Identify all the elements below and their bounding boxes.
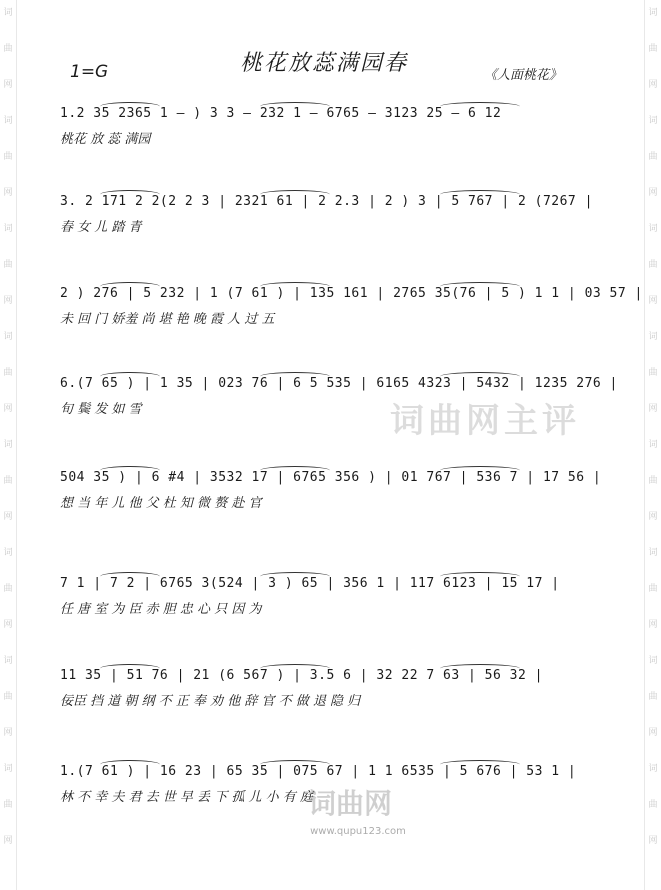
jianpu-notes: 7 1 | 7 2 | 6765 3(524 | 3 ) 65 | 356 1 | 117 6123 | 15 17 | xyxy=(60,576,560,591)
song-title: 桃花放蕊满园春 xyxy=(240,51,409,76)
side-mark: 曲 xyxy=(648,152,658,162)
side-mark: 词 xyxy=(648,548,658,558)
lyrics-row: 旬 鬓 发 如 雪 xyxy=(60,402,142,417)
score-line xyxy=(60,372,620,420)
side-mark: 曲 xyxy=(3,368,13,378)
slur-mark xyxy=(440,372,520,381)
side-mark: 词 xyxy=(648,332,658,342)
slur-mark xyxy=(100,282,160,291)
side-mark: 网 xyxy=(648,836,658,846)
watermark-logo: 词曲网 xyxy=(307,787,392,820)
slur-mark xyxy=(100,664,160,673)
lyrics-row: 未 回 门 娇羞 尚 堪 艳 晚 霞 人 过 五 xyxy=(60,312,275,327)
score-line xyxy=(60,664,620,712)
lyrics-row: 想 当 年 儿 他 父 杜 知 微 赘 赴 官 xyxy=(60,496,262,511)
slur-mark xyxy=(100,372,160,381)
song-source: 《人面桃花》 xyxy=(484,68,563,83)
jianpu-notes: 3. 2 171 2 2(2 2 3 | 2321 61 | 2 2.3 | 2 ) 3 | 5 767 | 2 (7267 | xyxy=(60,194,593,209)
side-mark: 曲 xyxy=(648,584,658,594)
key-signature: 1=G xyxy=(70,62,109,82)
side-mark: 网 xyxy=(648,80,658,90)
slur-mark xyxy=(440,102,520,111)
slur-mark xyxy=(440,572,520,581)
side-mark: 词 xyxy=(648,224,658,234)
lyrics-row: 佞臣 挡 道 朝 纲 不 正 奉 劝 他 辞 官 不 做 退 隐 归 xyxy=(60,694,361,709)
lyrics-row: 任 唐 室 为 臣 赤 胆 忠 心 只 因 为 xyxy=(60,602,262,617)
jianpu-notes: 504 35 ) | 6 #4 | 3532 17 | 6765 356 ) | 01 767 | 536 7 | 17 56 | xyxy=(60,470,602,485)
score-line xyxy=(60,102,620,150)
side-mark: 词 xyxy=(3,440,13,450)
lyrics-row: 桃花 放 蕊 满园 xyxy=(60,132,151,147)
slur-mark xyxy=(260,466,330,475)
score-line xyxy=(60,760,620,808)
slur-mark xyxy=(100,466,160,475)
side-mark: 网 xyxy=(648,404,658,414)
side-mark: 网 xyxy=(3,728,13,738)
notation-row xyxy=(60,760,620,786)
slur-mark xyxy=(260,190,330,199)
side-mark: 词 xyxy=(3,764,13,774)
notation-row xyxy=(60,572,620,598)
slur-mark xyxy=(100,190,160,199)
side-mark: 网 xyxy=(648,512,658,522)
side-mark: 网 xyxy=(648,728,658,738)
slur-mark xyxy=(440,190,520,199)
side-mark: 词 xyxy=(3,656,13,666)
side-mark: 曲 xyxy=(3,152,13,162)
left-watermark-strip xyxy=(0,0,17,890)
score-line xyxy=(60,190,620,238)
slur-mark xyxy=(440,664,520,673)
slur-mark xyxy=(100,572,160,581)
side-mark: 网 xyxy=(3,296,13,306)
side-mark: 网 xyxy=(3,512,13,522)
watermark-seal: 词曲网主评 xyxy=(390,401,580,441)
notation-row xyxy=(60,372,620,398)
right-watermark-strip xyxy=(644,0,661,890)
score-line xyxy=(60,572,620,620)
side-mark: 词 xyxy=(648,764,658,774)
side-mark: 曲 xyxy=(648,368,658,378)
side-mark: 词 xyxy=(648,656,658,666)
jianpu-notes: 11 35 | 51 76 | 21 (6 567 ) | 3.5 6 | 32 22 7 63 | 56 32 | xyxy=(60,668,543,683)
side-mark: 词 xyxy=(648,8,658,18)
watermark-url: www.qupu123.com xyxy=(310,826,406,837)
side-mark: 词 xyxy=(3,548,13,558)
side-mark: 词 xyxy=(3,224,13,234)
slur-mark xyxy=(440,282,520,291)
slur-mark xyxy=(100,760,160,769)
slur-mark xyxy=(440,760,520,769)
side-mark: 曲 xyxy=(3,260,13,270)
jianpu-notes: 1.(7 61 ) | 16 23 | 65 35 | 075 67 | 1 1 6535 | 5 676 | 53 1 | xyxy=(60,764,577,779)
side-mark: 曲 xyxy=(648,44,658,54)
side-mark: 词 xyxy=(3,8,13,18)
side-mark: 曲 xyxy=(3,692,13,702)
side-mark: 网 xyxy=(648,188,658,198)
slur-mark xyxy=(260,372,330,381)
score-line xyxy=(60,282,643,330)
notation-row xyxy=(60,466,620,492)
side-mark: 曲 xyxy=(648,692,658,702)
side-mark: 曲 xyxy=(3,800,13,810)
side-mark: 曲 xyxy=(648,476,658,486)
side-mark: 词 xyxy=(3,332,13,342)
side-mark: 网 xyxy=(3,836,13,846)
notation-row xyxy=(60,664,620,690)
side-mark: 网 xyxy=(3,404,13,414)
side-mark: 曲 xyxy=(3,476,13,486)
jianpu-notes: 1.2 35 2365 1 — ) 3 3 — 232 1 — 6765 — 3123 25 — 6 12 xyxy=(60,106,502,121)
slur-mark xyxy=(260,760,330,769)
side-mark: 网 xyxy=(648,620,658,630)
side-mark: 词 xyxy=(3,116,13,126)
lyrics-row: 春 女 儿 踏 青 xyxy=(60,220,142,235)
jianpu-notes: 6.(7 65 ) | 1 35 | 023 76 | 6 5 535 | 6165 4323 | 5432 | 1235 276 | xyxy=(60,376,618,391)
side-mark: 词 xyxy=(648,116,658,126)
slur-mark xyxy=(260,102,330,111)
slur-mark xyxy=(260,282,330,291)
jianpu-notes: 2 ) 276 | 5 232 | 1 (7 61 ) | 135 161 | 2765 35(76 | 5 ) 1 1 | 03 57 | xyxy=(60,286,643,301)
side-mark: 曲 xyxy=(3,44,13,54)
slur-mark xyxy=(260,664,330,673)
side-mark: 词 xyxy=(648,440,658,450)
notation-row xyxy=(60,282,643,308)
slur-mark xyxy=(260,572,330,581)
side-mark: 曲 xyxy=(648,260,658,270)
slur-mark xyxy=(100,102,160,111)
notation-row xyxy=(60,102,620,128)
side-mark: 网 xyxy=(3,620,13,630)
score-line xyxy=(60,466,620,514)
side-mark: 曲 xyxy=(3,584,13,594)
slur-mark xyxy=(440,466,520,475)
notation-row xyxy=(60,190,620,216)
side-mark: 网 xyxy=(3,188,13,198)
side-mark: 网 xyxy=(3,80,13,90)
side-mark: 网 xyxy=(648,296,658,306)
side-mark: 曲 xyxy=(648,800,658,810)
lyrics-row: 林 不 幸 夫 君 去 世 早 丢 下 孤 儿 小 有 庭 xyxy=(60,790,313,805)
